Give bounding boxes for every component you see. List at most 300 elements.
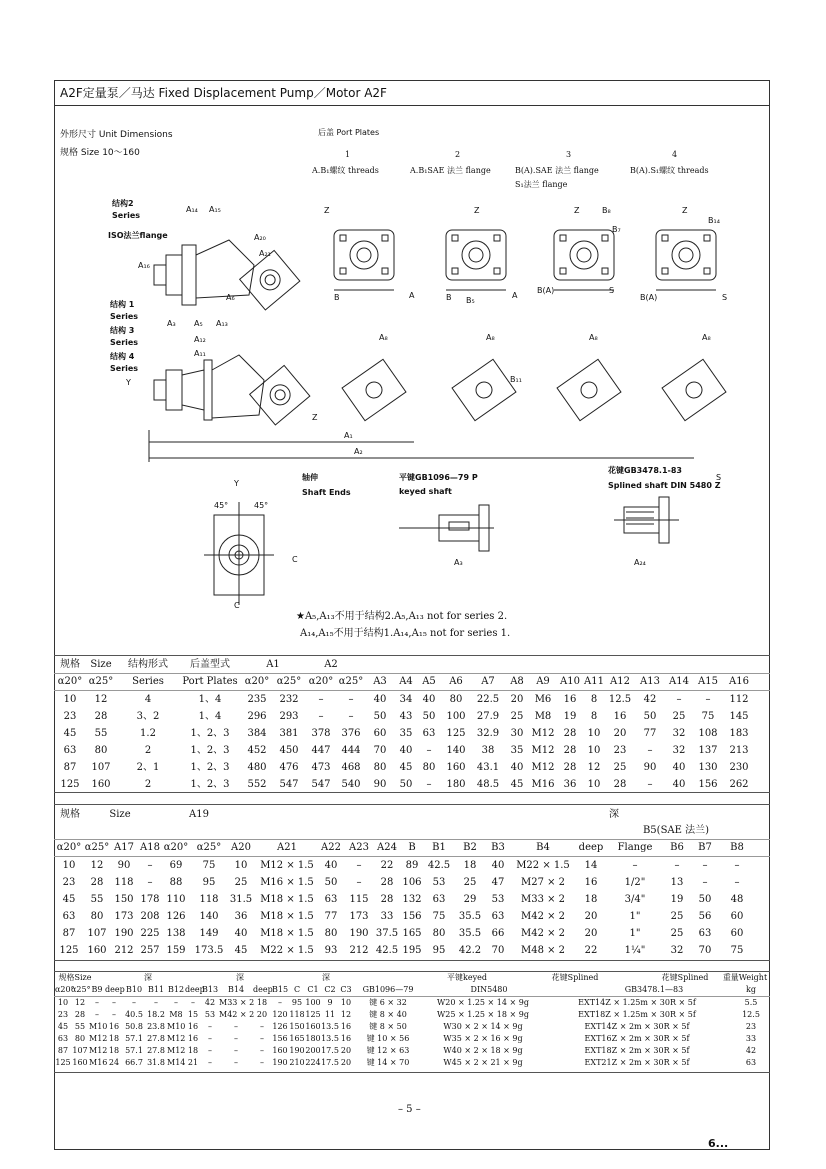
port-s-4: S — [722, 293, 728, 302]
table-cell: 11 — [324, 1010, 336, 1019]
table-cell: 16 — [340, 1034, 352, 1043]
table-cell: 70 — [698, 945, 712, 956]
table-cell: 63 — [62, 911, 76, 922]
dim-a3-shaft: A₃ — [454, 558, 463, 567]
table-cell: 23 — [613, 745, 627, 756]
t2-col-header: α20° — [56, 842, 82, 853]
table-cell: 35 — [510, 745, 524, 756]
table-cell: 40 — [491, 860, 505, 871]
table-cell: 21 — [187, 1058, 199, 1067]
table-cell: W45 × 2 × 21 × 9g — [443, 1058, 523, 1067]
t1-col-header: α25° — [276, 676, 302, 687]
table-cell: 178 — [140, 894, 160, 905]
table-cell: 25 — [613, 762, 627, 773]
table-cell: – — [154, 998, 158, 1007]
table-cell: 160 — [87, 945, 107, 956]
table-cell: 208 — [140, 911, 160, 922]
table-cell: 8 — [590, 711, 598, 722]
table-cell: 468 — [341, 762, 361, 773]
table-cell: 90 — [643, 762, 657, 773]
table-cell: – — [260, 1034, 264, 1043]
table-cell: 378 — [311, 728, 331, 739]
table-cell: 200 — [305, 1046, 321, 1055]
table-cell: M14 — [167, 1058, 186, 1067]
table-cell: 480 — [247, 762, 267, 773]
port-plate-view-3 — [554, 230, 614, 290]
table-cell: – — [260, 1058, 264, 1067]
table-cell: W25 × 1.25 × 18 × 9g — [437, 1010, 529, 1019]
table-cell: – — [702, 860, 708, 871]
t3-col-group-header: 花键Splined — [551, 973, 599, 982]
table-cell: 53 — [491, 894, 505, 905]
port-plate-view-4 — [656, 230, 716, 290]
s-marker: S — [716, 473, 722, 482]
table-cell: – — [208, 1034, 212, 1043]
table-cell: 43.1 — [476, 762, 500, 773]
table-2-head-1b — [54, 822, 770, 839]
iso-flange-label: ISO法兰flange — [108, 231, 168, 240]
port-plate-2-num: 2 — [455, 150, 461, 159]
table-cell: 60 — [730, 928, 744, 939]
table-cell: 160 — [305, 1022, 321, 1031]
table-cell: 90 — [117, 860, 131, 871]
table-cell: 137 — [698, 745, 718, 756]
table-cell: – — [318, 711, 324, 722]
table-row — [54, 776, 770, 793]
technical-drawing — [54, 190, 770, 610]
table-cell: EXT18Z × 1.25m × 30R × 5f — [578, 1010, 696, 1019]
table-cell: – — [234, 1058, 238, 1067]
table-cell: 63 — [432, 894, 446, 905]
table-cell: 1、2、3 — [190, 728, 230, 739]
z-label-3: Z — [574, 206, 580, 215]
table-cell: 224 — [305, 1058, 321, 1067]
t2-col-header: α20° — [163, 842, 189, 853]
table-row — [54, 874, 770, 891]
t2-col-header: A18 — [140, 842, 160, 853]
table-row — [54, 691, 770, 708]
table-cell: 75 — [202, 860, 216, 871]
table-cell: 20 — [613, 728, 627, 739]
table-cell: 16 — [187, 1022, 199, 1031]
table-cell: 22 — [380, 860, 394, 871]
dim-b5: B₅ — [466, 296, 475, 305]
table-cell: M16 — [89, 1058, 108, 1067]
table-cell: 19 — [670, 894, 684, 905]
table-cell: 165 — [289, 1034, 305, 1043]
table-cell: 180 — [446, 779, 466, 790]
table-cell: 10 — [340, 998, 352, 1007]
table-cell: 93 — [324, 945, 338, 956]
table-cell: 40 — [373, 694, 387, 705]
table-cell: 45 — [63, 728, 77, 739]
table-cell: 12 — [340, 1010, 352, 1019]
table-cell: M12 — [531, 762, 555, 773]
table-cell: 87 — [63, 762, 77, 773]
table-cell: 32.9 — [476, 728, 500, 739]
table-cell: 33 — [380, 911, 394, 922]
table-cell: – — [734, 877, 740, 888]
table-cell: 10 — [62, 860, 76, 871]
table-cell: M12 — [167, 1034, 186, 1043]
table-cell: 476 — [279, 762, 299, 773]
series-2-label: 结构2 — [112, 199, 134, 208]
table-cell: 键 10 × 56 — [366, 1034, 410, 1043]
table-cell: 20 — [340, 1058, 352, 1067]
table-cell: 130 — [698, 762, 718, 773]
t2-col-header: B2 — [463, 842, 477, 853]
t1-col-header: A3 — [373, 676, 387, 687]
table-cell: 31.5 — [229, 894, 253, 905]
dim-a13: A₁₃ — [216, 319, 228, 328]
corner-mark: 6... — [708, 1137, 729, 1150]
table-cell: 110 — [166, 894, 186, 905]
z-label-2: Z — [474, 206, 480, 215]
keyed-shaft-en-label: keyed shaft — [399, 487, 452, 496]
table-cell: 50 — [399, 779, 413, 790]
table-row — [54, 742, 770, 759]
table-cell: 18 — [584, 894, 598, 905]
table-cell: M22 × 1.5 — [516, 860, 570, 871]
t1-h-size-cn: 规格 — [60, 659, 80, 670]
table-cell: M10 — [89, 1022, 108, 1031]
table-cell: 16 — [108, 1022, 120, 1031]
t3-col-header: α20° — [55, 985, 75, 994]
t3-col-header: C3 — [340, 985, 352, 994]
table-cell: 20 — [256, 1010, 268, 1019]
t1-h-a2: A2 — [324, 659, 338, 670]
table-cell: 36 — [234, 911, 248, 922]
port-plate-1-num: 1 — [345, 150, 351, 159]
port-ba-3: B(A) — [537, 286, 555, 295]
table-cell: 60 — [730, 911, 744, 922]
table-cell: 55 — [90, 894, 104, 905]
table-cell: 42.2 — [458, 945, 482, 956]
table-cell: 22.5 — [476, 694, 500, 705]
t3-col-group-header: 平键keyed — [447, 973, 487, 982]
table-cell: 1.2 — [140, 728, 156, 739]
table-cell: 70 — [373, 745, 387, 756]
table-cell: 35 — [399, 728, 413, 739]
table-cell: 56 — [698, 911, 712, 922]
table-cell: W20 × 1.25 × 14 × 9g — [437, 998, 529, 1007]
table-cell: 50 — [324, 877, 338, 888]
t3-col-group-header: 规格Size — [58, 973, 92, 982]
table-cell: 118 — [114, 877, 134, 888]
shaft-ends-label: 轴伸 — [302, 473, 318, 482]
t1-col-header: A10 — [560, 676, 580, 687]
table-cell: 17.5 — [321, 1058, 339, 1067]
t1-col-header: α25° — [338, 676, 364, 687]
table-cell: 88 — [169, 877, 183, 888]
table-cell: 28 — [380, 877, 394, 888]
t1-col-header: α20° — [308, 676, 334, 687]
table-cell: 173.5 — [194, 945, 224, 956]
t3-col-header: GB3478.1—83 — [624, 985, 684, 994]
port-plate-side-2 — [452, 359, 516, 420]
table-cell: 183 — [729, 728, 749, 739]
table-cell: 80 — [422, 762, 436, 773]
table-cell: 1、4 — [198, 711, 222, 722]
table-cell: M33 × 2 — [219, 998, 255, 1007]
dim-b8: B₈ — [602, 206, 611, 215]
table-row — [54, 1057, 770, 1069]
t3-col-header: α25° — [71, 985, 91, 994]
table-cell: M12 — [89, 1046, 108, 1055]
table-cell: 77 — [324, 911, 338, 922]
table-cell: 75 — [701, 711, 715, 722]
t3-col-group-header: 深 — [144, 973, 152, 982]
t1-col-header: A5 — [422, 676, 436, 687]
table-cell: 80 — [94, 745, 108, 756]
view-z-marker: Z — [312, 413, 318, 422]
table-cell: 27.8 — [147, 1034, 165, 1043]
table-cell: 1、2、3 — [190, 779, 230, 790]
table-cell: 450 — [279, 745, 299, 756]
dim-c-bottom: C — [234, 601, 240, 610]
dim-a8-4: A₈ — [702, 333, 711, 342]
table-cell: EXT21Z × 2m × 30R × 5f — [584, 1058, 690, 1067]
table-3-head-2 — [54, 984, 770, 996]
table-cell: – — [174, 998, 178, 1007]
t3-col-header: B13 — [201, 985, 219, 994]
table-cell: 540 — [341, 779, 361, 790]
port-a-2: A — [512, 291, 518, 300]
table-cell: 1/2" — [624, 877, 646, 888]
table-row — [54, 1033, 770, 1045]
table-cell: – — [356, 877, 362, 888]
table-row — [54, 925, 770, 942]
t2-col-header: B4 — [536, 842, 550, 853]
table-cell: 75 — [432, 911, 446, 922]
table-cell: 262 — [729, 779, 749, 790]
table-cell: M18 × 1.5 — [260, 894, 314, 905]
table-cell: 14 — [584, 860, 598, 871]
table-cell: 23 — [62, 877, 76, 888]
table-cell: 381 — [279, 728, 299, 739]
table-cell: 225 — [140, 928, 160, 939]
table-cell: 384 — [247, 728, 267, 739]
table-cell: 16 — [584, 877, 598, 888]
t2-col-header: B1 — [432, 842, 446, 853]
t3-col-header: B15 — [271, 985, 289, 994]
table-cell: – — [208, 1046, 212, 1055]
table-cell: 108 — [698, 728, 718, 739]
table-cell: 69 — [169, 860, 183, 871]
dim-a1: A₁ — [344, 431, 353, 440]
table-cell: 156 — [698, 779, 718, 790]
table-cell: M12 — [531, 745, 555, 756]
table-cell: 70 — [491, 945, 505, 956]
table-cell: 212 — [114, 945, 134, 956]
table-cell: – — [112, 1010, 116, 1019]
table-cell: 547 — [279, 779, 299, 790]
series-3-en-label: Series — [110, 338, 139, 347]
table-cell: 13 — [670, 877, 684, 888]
port-plate-3-desc: B(A).SAE 法兰 flange — [515, 166, 599, 175]
table-cell: 40 — [422, 694, 436, 705]
table-cell: 3、2 — [136, 711, 160, 722]
table-cell: 25 — [670, 911, 684, 922]
table-cell: 80 — [90, 911, 104, 922]
table-cell: 18 — [187, 1046, 199, 1055]
table-cell: 57.1 — [125, 1046, 143, 1055]
table-cell: 22 — [584, 945, 598, 956]
port-plate-4-num: 4 — [672, 150, 678, 159]
table-cell: 160 — [446, 762, 466, 773]
t2-col-header: α25° — [84, 842, 110, 853]
table-cell: 24 — [108, 1058, 120, 1067]
table-cell: 190 — [289, 1046, 305, 1055]
table-cell: 23 — [745, 1022, 757, 1031]
table-cell: 63 — [63, 745, 77, 756]
size-range-label: 规格 Size 10～160 — [60, 148, 140, 158]
table-cell: 键 6 × 32 — [369, 998, 407, 1007]
table-cell: 126 — [272, 1022, 288, 1031]
table-cell: – — [356, 860, 362, 871]
table-1-head-1 — [54, 656, 770, 673]
table-cell: – — [647, 745, 653, 756]
table-cell: – — [132, 998, 136, 1007]
table-cell: 447 — [311, 745, 331, 756]
table-cell: 118 — [289, 1010, 305, 1019]
table-cell: 1" — [629, 928, 641, 939]
table-cell: 32 — [672, 745, 686, 756]
table-cell: 30 — [510, 728, 524, 739]
table-cell: 10 — [587, 728, 601, 739]
table-cell: M42 × 2 — [219, 1010, 255, 1019]
t3-col-header: GB1096—79 — [362, 985, 414, 994]
table-row — [54, 942, 770, 959]
table-cell: 18 — [108, 1034, 120, 1043]
port-plate-view-2 — [446, 230, 506, 290]
table-cell: 107 — [91, 762, 111, 773]
table-cell: 444 — [341, 745, 361, 756]
table-cell: M18 × 1.5 — [260, 911, 314, 922]
dim-a24: A₂₄ — [634, 558, 646, 567]
table-cell: 107 — [87, 928, 107, 939]
table-cell: 63 — [324, 894, 338, 905]
t1-col-header: Port Plates — [182, 676, 238, 687]
table-cell: 173 — [114, 911, 134, 922]
table-cell: 160 — [72, 1058, 88, 1067]
table-cell: – — [705, 694, 711, 705]
table-cell: – — [191, 998, 195, 1007]
table-cell: 80 — [432, 928, 446, 939]
y-view-title: Y — [234, 479, 239, 488]
t1-col-header: A16 — [729, 676, 749, 687]
splined-shaft-label: 花键GB3478.1-83 — [608, 466, 682, 475]
table-cell: M12 — [531, 728, 555, 739]
t2-col-header: B — [408, 842, 416, 853]
table-cell: – — [348, 694, 354, 705]
table-cell: 40 — [324, 860, 338, 871]
table-cell: 12.5 — [608, 694, 632, 705]
table-cell: 42.5 — [375, 945, 399, 956]
t2-col-header: B6 — [670, 842, 684, 853]
port-plate-3-desc2: S₁法兰 flange — [515, 180, 568, 189]
table-cell: 2、1 — [136, 762, 160, 773]
table-cell: 376 — [341, 728, 361, 739]
t1-h-portplate: 后盖型式 — [190, 659, 230, 670]
table-cell: 28 — [90, 877, 104, 888]
table-cell: 50 — [373, 711, 387, 722]
view-y-marker: Y — [126, 378, 131, 387]
table-cell: 36 — [563, 779, 577, 790]
table-cell: 140 — [446, 745, 466, 756]
series-2-en-label: Series — [112, 211, 141, 220]
table-cell: 132 — [402, 894, 422, 905]
table-cell: 45 — [234, 945, 248, 956]
table-cell: 42.5 — [427, 860, 451, 871]
table-cell: 28 — [380, 894, 394, 905]
table-cell: EXT18Z × 2m × 30R × 5f — [584, 1046, 690, 1055]
table-cell: 40 — [672, 762, 686, 773]
table-cell: 15 — [187, 1010, 199, 1019]
table-cell: 63 — [491, 911, 505, 922]
shaft-ends-en-label: Shaft Ends — [302, 488, 351, 497]
table-cell: 112 — [729, 694, 749, 705]
table-cell: 50 — [643, 711, 657, 722]
t3-col-header: B11 — [147, 985, 165, 994]
table-cell: 16 — [563, 694, 577, 705]
table-cell: 4 — [144, 694, 152, 705]
t1-col-header: A4 — [399, 676, 413, 687]
t1-h-size-en: Size — [90, 659, 112, 670]
table-cell: 80 — [74, 1034, 86, 1043]
table-cell: 40.5 — [125, 1010, 143, 1019]
table-cell: 552 — [247, 779, 267, 790]
table-cell: 键 8 × 40 — [369, 1010, 407, 1019]
table-cell: M27 × 2 — [520, 877, 566, 888]
table-cell: M12 — [89, 1034, 108, 1043]
table-cell: 28 — [563, 745, 577, 756]
t2-col-header: α25° — [196, 842, 222, 853]
table-cell: 230 — [729, 762, 749, 773]
table-cell: 63 — [698, 928, 712, 939]
table-cell: 55 — [74, 1022, 86, 1031]
table-cell: 20 — [584, 928, 598, 939]
table-cell: 125 — [60, 779, 80, 790]
table-cell: 212 — [349, 945, 369, 956]
table-cell: 57.1 — [125, 1034, 143, 1043]
t2-col-header: B7 — [698, 842, 712, 853]
table-cell: 28 — [563, 762, 577, 773]
t1-h-series: 结构形式 — [128, 659, 168, 670]
table-cell: M8 — [534, 711, 552, 722]
t2-col-header: A22 — [321, 842, 341, 853]
table-cell: EXT14Z × 2m × 30R × 5f — [584, 1022, 690, 1031]
t3-col-header: B9 — [91, 985, 103, 994]
table-cell: 87 — [57, 1046, 69, 1055]
table-cell: M12 × 1.5 — [260, 860, 314, 871]
table-row — [54, 997, 770, 1009]
table-cell: 16 — [187, 1034, 199, 1043]
table-cell: 63 — [57, 1034, 69, 1043]
t3-col-header: B14 — [227, 985, 245, 994]
table-cell: 45 — [57, 1022, 69, 1031]
table-cell: 50 — [422, 711, 436, 722]
table-cell: 296 — [247, 711, 267, 722]
table-cell: 118 — [199, 894, 219, 905]
t3-col-header: deep — [105, 985, 125, 994]
table-cell: 35.5 — [458, 928, 482, 939]
table-cell: 12 — [74, 998, 86, 1007]
table-cell: – — [234, 1046, 238, 1055]
table-cell: 190 — [272, 1058, 288, 1067]
table-cell: 48 — [730, 894, 744, 905]
dim-b11: B₁₁ — [510, 375, 522, 384]
